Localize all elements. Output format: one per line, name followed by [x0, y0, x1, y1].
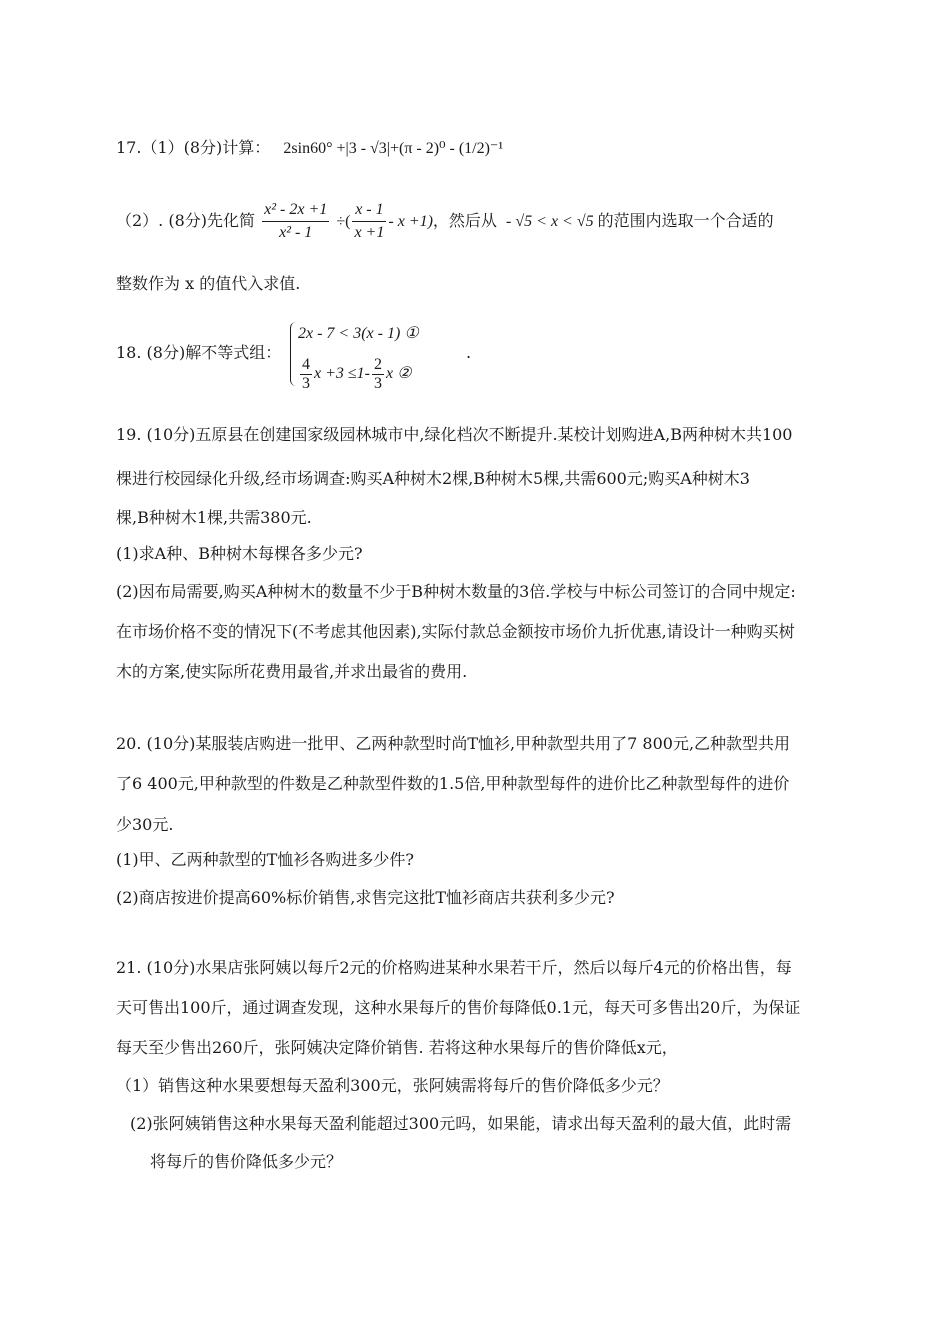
q17-inner-fraction-numerator: x - 1 [352, 199, 386, 222]
q17-part1-label: 17.（1）(8分)计算： [116, 138, 271, 157]
q18-label: 18. (8分)解不等式组： [116, 343, 282, 362]
q20-line-4: (1)甲、乙两种款型的T恤衫各购进多少件? [116, 850, 414, 869]
q18-fraction-4-3-numerator: 4 [302, 355, 310, 373]
q21-line-6: 将每斤的售价降低多少元？ [150, 1152, 343, 1171]
q17-part1-expression: 2sin60° +|3 - √3|+(π - 2)⁰ - (1/2)⁻¹ [283, 140, 504, 157]
q17-part2-line2: 整数作为 x 的值代入求值. [116, 274, 301, 293]
q18-fraction-2-3 [372, 356, 384, 393]
q18-fraction-4-3 [300, 356, 312, 393]
q20-line-1: 20. (10分)某服装店购进一批甲、乙两种款型时尚T恤衫,甲种款型共用了7 800元,乙种款型共用 [116, 734, 791, 753]
q20-line-5: (2)商店按进价提高60%标价销售,求售完这批T恤衫商店共获利多少元? [116, 888, 615, 907]
q17-part2-label: （2）. (8分)先化简 [116, 211, 256, 230]
q17-part2 [116, 196, 774, 247]
q17-range-tail: 的范围内选取一个合适的 [597, 211, 774, 230]
q17-main-fraction-numerator: x² - 2x +1 [262, 199, 329, 222]
q17-part1 [116, 138, 503, 159]
q19-line-6: 在市场价格不变的情况下(不考虑其他因素),实际付款总金额按市场价九折优惠,请设计一种购买树 [116, 622, 795, 641]
q21-line-2: 天可售出100斤，通过调查发现，这种水果每斤的售价每降低0.1元，每天可多售出20斤，为保证 [116, 998, 801, 1017]
q21-line-1: 21. (10分)水果店张阿姨以每斤2元的价格购进某种水果若干斤，然后以每斤4元的价格出售，每 [116, 958, 792, 977]
q18-inequality-2-middle: x +3 ≤1- [314, 365, 371, 382]
q17-inner-fraction-denominator: x +1 [354, 224, 385, 241]
q21-line-4: （1）销售这种水果要想每天盈利300元，张阿姨需将每斤的售价降低多少元？ [116, 1076, 669, 1095]
q17-divide-sign: ÷( [336, 213, 351, 230]
q19-line-1: 19. (10分)五原县在创建国家级园林城市中,绿化档次不断提升.某校计划购进A,B两种树木共100 [116, 425, 793, 444]
q18-fraction-4-3-denominator: 3 [302, 374, 310, 392]
q21-line-3: 每天至少售出260斤，张阿姨决定降价销售. 若将这种水果每斤的售价降低x元， [116, 1038, 678, 1057]
q20-line-3: 少30元. [116, 815, 174, 834]
q17-then-text: ，然后从 [432, 211, 497, 230]
q18-dot: . [466, 343, 472, 362]
q19-line-2: 棵进行校园绿化升级,经市场调查:购买A种树木2棵,B种树木5棵,共需600元;购买A种树木3 [116, 469, 750, 488]
q19-line-5: (2)因布局需要,购买A种树木的数量不少于B种树木数量的3倍.学校与中标公司签订的合同中规定: [116, 582, 796, 601]
q18-fraction-2-3-denominator: 3 [374, 374, 383, 392]
q18-inequality-2 [298, 352, 411, 396]
q20-line-2: 了6 400元,甲种款型的件数是乙种款型件数的1.5倍,甲种款型每件的进价比乙种款型每件的进价 [116, 774, 790, 793]
q19-line-3: 棵,B种树木1棵,共需380元. [116, 508, 312, 527]
q18-fraction-2-3-numerator: 2 [374, 355, 383, 373]
q17-inner-fraction [352, 199, 386, 244]
q17-range: - √5 < x < √5 [506, 213, 594, 230]
q18-inequality-1: 2x - 7 < 3(x - 1) ① [298, 325, 419, 342]
q21-line-5: (2)张阿姨销售这种水果每天盈利能超过300元吗，如果能，请求出每天盈利的最大值，此时需 [130, 1114, 792, 1133]
q17-inner-tail: - x +1) [388, 213, 433, 230]
q18-inequality-2-end: x ② [386, 365, 412, 382]
q19-line-4: (1)求A种、B种树木每棵各多少元? [116, 544, 363, 563]
q19-line-7: 木的方案,使实际所花费用最省,并求出最省的费用. [116, 662, 468, 681]
q17-main-fraction [262, 199, 329, 244]
q17-main-fraction-denominator: x² - 1 [279, 224, 313, 241]
